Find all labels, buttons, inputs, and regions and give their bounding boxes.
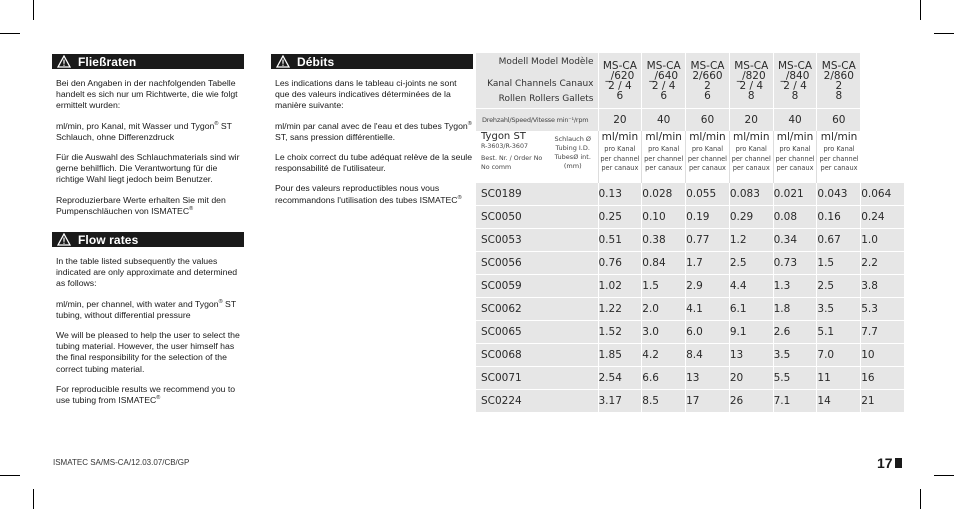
flow-value-cell: 0.10: [642, 206, 686, 229]
model-labels-cell: [476, 53, 598, 109]
flow-value-cell: 1.3: [773, 275, 817, 298]
model-header: MS-CA _/620 2 / 4 6: [598, 53, 642, 109]
order-no-cell: SC0053: [476, 229, 598, 252]
tube-id-cell: 1.52: [598, 321, 642, 344]
column-de-en: [52, 54, 244, 415]
flow-value-cell: 1.5: [642, 275, 686, 298]
crop-mark: [33, 489, 34, 509]
flow-value-cell: 0.083: [729, 183, 773, 206]
section-header-de: [52, 54, 244, 69]
flow-rate-table: [476, 53, 905, 412]
page-marker: [895, 458, 902, 468]
crop-mark: [934, 33, 954, 34]
flow-value-cell: 5.3: [861, 298, 905, 321]
table-row: [476, 344, 905, 367]
tube-id-cell: 1.85: [598, 344, 642, 367]
flow-value-cell: 6.1: [729, 298, 773, 321]
flow-value-cell: 4.2: [642, 344, 686, 367]
tubing-header-cell: [476, 131, 598, 183]
flow-value-cell: 2.9: [686, 275, 730, 298]
speed-value: 20: [729, 109, 773, 132]
flow-value-cell: 0.24: [861, 206, 905, 229]
flow-value-cell: 7.0: [817, 344, 861, 367]
flow-value-cell: 6.6: [642, 367, 686, 390]
flow-value-cell: 0.028: [642, 183, 686, 206]
flow-value-cell: 0.29: [729, 206, 773, 229]
flow-value-cell: 7.7: [861, 321, 905, 344]
tube-id-label: (mm): [563, 162, 582, 170]
flow-value-cell: 17: [686, 390, 730, 413]
flow-value-cell: 1.7: [686, 252, 730, 275]
flow-value-cell: 5.5: [773, 367, 817, 390]
unit-header: ml/min pro Kanal per channel per canaux: [598, 131, 642, 183]
model-header: MS-CA 2/660 2 6: [686, 53, 730, 109]
flow-value-cell: 0.77: [686, 229, 730, 252]
flow-value-cell: 0.84: [642, 252, 686, 275]
crop-mark: [920, 0, 921, 20]
tube-id-label: TubesØ int.: [554, 153, 591, 161]
table-row: [476, 367, 905, 390]
model-header: MS-CA _/640 2 / 4 6: [642, 53, 686, 109]
flow-value-cell: 0.16: [817, 206, 861, 229]
tube-id-cell: 0.13: [598, 183, 642, 206]
unit-header: ml/min pro Kanal per channel per canaux: [729, 131, 773, 183]
flow-value-cell: 9.1: [729, 321, 773, 344]
flow-value-cell: 11: [817, 367, 861, 390]
flow-value-cell: 1.5: [817, 252, 861, 275]
order-no-cell: SC0189: [476, 183, 598, 206]
fr-paragraph: Pour des valeurs reproductibles nous vous recommandons l'utilisation des tubes ISMATEC®: [275, 183, 462, 205]
unit-header: ml/min pro Kanal per channel per canaux: [642, 131, 686, 183]
model-header: MS-CA _/820 2 / 4 8: [729, 53, 773, 109]
model-header: MS-CA 2/860 2 8: [817, 53, 861, 109]
flow-value-cell: 0.043: [817, 183, 861, 206]
flow-value-cell: 1.2: [729, 229, 773, 252]
de-paragraph: Für die Auswahl des Schlauchmaterials sind wir gerne behilflich. Die Verantwortung für die richtige Wahl liegt jedoch beim Benutzer.: [56, 152, 240, 185]
table-unit-row: [476, 131, 905, 183]
speed-value: 40: [642, 109, 686, 132]
de-paragraph: ml/min, pro Kanal, mit Wasser und Tygon® ST Schlauch, ohne Differenzdruck: [56, 120, 232, 142]
en-paragraph: We will be pleased to help the user to select the tubing material. However, the user himself has the final responsibility for the selection of the correct tubing material.: [56, 330, 240, 374]
table-speed-row: [476, 109, 905, 132]
table-row: [476, 321, 905, 344]
flow-value-cell: 2.0: [642, 298, 686, 321]
flow-value-cell: 0.021: [773, 183, 817, 206]
fr-paragraph: Le choix correct du tube adéquat relève de la seule responsabilité de l'utilisateur.: [275, 152, 473, 174]
flow-value-cell: 16: [861, 367, 905, 390]
speed-label: Drehzahl/Speed/Vitesse min⁻¹/rpm: [476, 109, 598, 132]
table-row: [476, 252, 905, 275]
flow-value-cell: 2.6: [773, 321, 817, 344]
page-number-text: 17: [877, 455, 893, 471]
flow-value-cell: 4.4: [729, 275, 773, 298]
flow-value-cell: 5.1: [817, 321, 861, 344]
flow-value-cell: 0.34: [773, 229, 817, 252]
flow-value-cell: 3.8: [861, 275, 905, 298]
order-no-cell: SC0065: [476, 321, 598, 344]
table-row: [476, 390, 905, 413]
table-row: [476, 275, 905, 298]
order-no-cell: SC0068: [476, 344, 598, 367]
registered-mark: ®: [467, 120, 472, 127]
flow-value-cell: 0.38: [642, 229, 686, 252]
order-no-cell: SC0050: [476, 206, 598, 229]
rollers-label: Rollen Rollers Gallets: [498, 93, 594, 104]
flow-value-cell: 4.1: [686, 298, 730, 321]
tube-id-cell: 0.51: [598, 229, 642, 252]
model-header: MS-CA _/840 2 / 4 8: [773, 53, 817, 109]
crop-mark: [33, 0, 34, 20]
unit-header: ml/min pro Kanal per channel per canaux: [686, 131, 730, 183]
tube-id-label: Schlauch Ø: [554, 135, 592, 143]
no-comm-label: No comm: [481, 164, 512, 171]
warning-icon: [276, 55, 290, 68]
channels-label: Kanal Channels Canaux: [487, 79, 594, 90]
flow-value-cell: 7.1: [773, 390, 817, 413]
flow-value-cell: 2.2: [861, 252, 905, 275]
flow-value-cell: 2.5: [729, 252, 773, 275]
unit-header: ml/min pro Kanal per channel per canaux: [773, 131, 817, 183]
section-header-fr: [271, 54, 473, 69]
tube-id-cell: 0.76: [598, 252, 642, 275]
table-row: [476, 229, 905, 252]
tube-id-cell: 1.02: [598, 275, 642, 298]
flow-value-cell: 14: [817, 390, 861, 413]
document-reference: ISMATEC SA/MS-CA/12.03.07/CB/GP: [53, 458, 190, 467]
flow-value-cell: 2.5: [817, 275, 861, 298]
de-paragraph: Bei den Angaben in der nachfolgenden Tabelle handelt es sich nur um Richtwerte, die wie folgt ermittelt wurden:: [56, 78, 238, 111]
section-title-de: Fließraten: [78, 54, 137, 69]
flow-value-cell: 20: [729, 367, 773, 390]
tube-id-cell: 0.25: [598, 206, 642, 229]
registered-mark: ®: [189, 205, 194, 212]
crop-mark: [934, 475, 954, 476]
order-no-cell: SC0062: [476, 298, 598, 321]
flow-value-cell: 10: [861, 344, 905, 367]
tygon-numbers: R-3603/R-3607: [481, 143, 528, 150]
flow-value-cell: 0.064: [861, 183, 905, 206]
order-no-cell: SC0224: [476, 390, 598, 413]
speed-value: 20: [598, 109, 642, 132]
de-paragraph: Reproduzierbare Werte erhalten Sie mit den Pumpenschläuchen von ISMATEC®: [56, 194, 226, 216]
crop-mark: [0, 475, 20, 476]
speed-value: 40: [773, 109, 817, 132]
fr-paragraph: Les indications dans le tableau ci-joints ne sont que des valeurs indicatives déterminées de la manière suivante:: [275, 78, 457, 111]
flow-value-cell: 1.0: [861, 229, 905, 252]
tube-id-cell: 1.22: [598, 298, 642, 321]
page-number: [877, 455, 902, 471]
order-no-cell: SC0056: [476, 252, 598, 275]
model-label: Modell Model Modèle: [498, 56, 594, 67]
en-paragraph: For reproducible results we recommend you to use tubing from ISMATEC®: [56, 383, 236, 406]
tube-id-cell: 3.17: [598, 390, 642, 413]
section-title-fr: Débits: [297, 54, 335, 69]
flow-value-cell: 3.5: [817, 298, 861, 321]
fr-paragraph: ml/min par canal avec de l'eau et des tubes Tygon® ST, sans pression différentielle.: [275, 120, 472, 142]
warning-icon: [57, 55, 71, 68]
flow-value-cell: 3.5: [773, 344, 817, 367]
flow-value-cell: 8.5: [642, 390, 686, 413]
flow-value-cell: 1.8: [773, 298, 817, 321]
table-row: [476, 183, 905, 206]
order-no-cell: SC0071: [476, 367, 598, 390]
table-model-row: [476, 53, 905, 109]
speed-value: 60: [817, 109, 861, 132]
order-no-label: Best. Nr. / Order No: [481, 155, 543, 162]
speed-value: 60: [686, 109, 730, 132]
flow-value-cell: 8.4: [686, 344, 730, 367]
registered-mark: ®: [457, 194, 462, 201]
registered-mark: ®: [156, 395, 161, 402]
section-header-en: [52, 232, 244, 247]
table-row: [476, 206, 905, 229]
en-paragraph: In the table listed subsequently the values indicated are only approximate and determined as follows:: [56, 256, 238, 289]
flow-value-cell: 13: [729, 344, 773, 367]
column-fr: [271, 54, 473, 215]
warning-icon: [57, 233, 71, 246]
flow-value-cell: 26: [729, 390, 773, 413]
order-no-cell: SC0059: [476, 275, 598, 298]
table-row: [476, 298, 905, 321]
crop-mark: [920, 489, 921, 509]
registered-mark: ®: [214, 120, 219, 127]
en-paragraph: ml/min, per channel, with water and Tygon® ST tubing, without differential pressure: [56, 298, 236, 320]
flow-value-cell: 6.0: [686, 321, 730, 344]
crop-mark: [0, 33, 20, 34]
tube-id-label: Tubing I.D.: [555, 144, 590, 152]
tube-id-cell: 2.54: [598, 367, 642, 390]
flow-value-cell: 3.0: [642, 321, 686, 344]
flow-value-cell: 0.08: [773, 206, 817, 229]
flow-value-cell: 0.19: [686, 206, 730, 229]
flow-value-cell: 21: [861, 390, 905, 413]
registered-mark: ®: [218, 298, 223, 305]
flow-value-cell: 0.67: [817, 229, 861, 252]
tygon-label: Tygon ST: [481, 131, 526, 142]
section-title-en: Flow rates: [78, 232, 139, 247]
unit-header: ml/min pro Kanal per channel per canaux: [817, 131, 861, 183]
flow-value-cell: 0.055: [686, 183, 730, 206]
flow-value-cell: 0.73: [773, 252, 817, 275]
flow-value-cell: 13: [686, 367, 730, 390]
